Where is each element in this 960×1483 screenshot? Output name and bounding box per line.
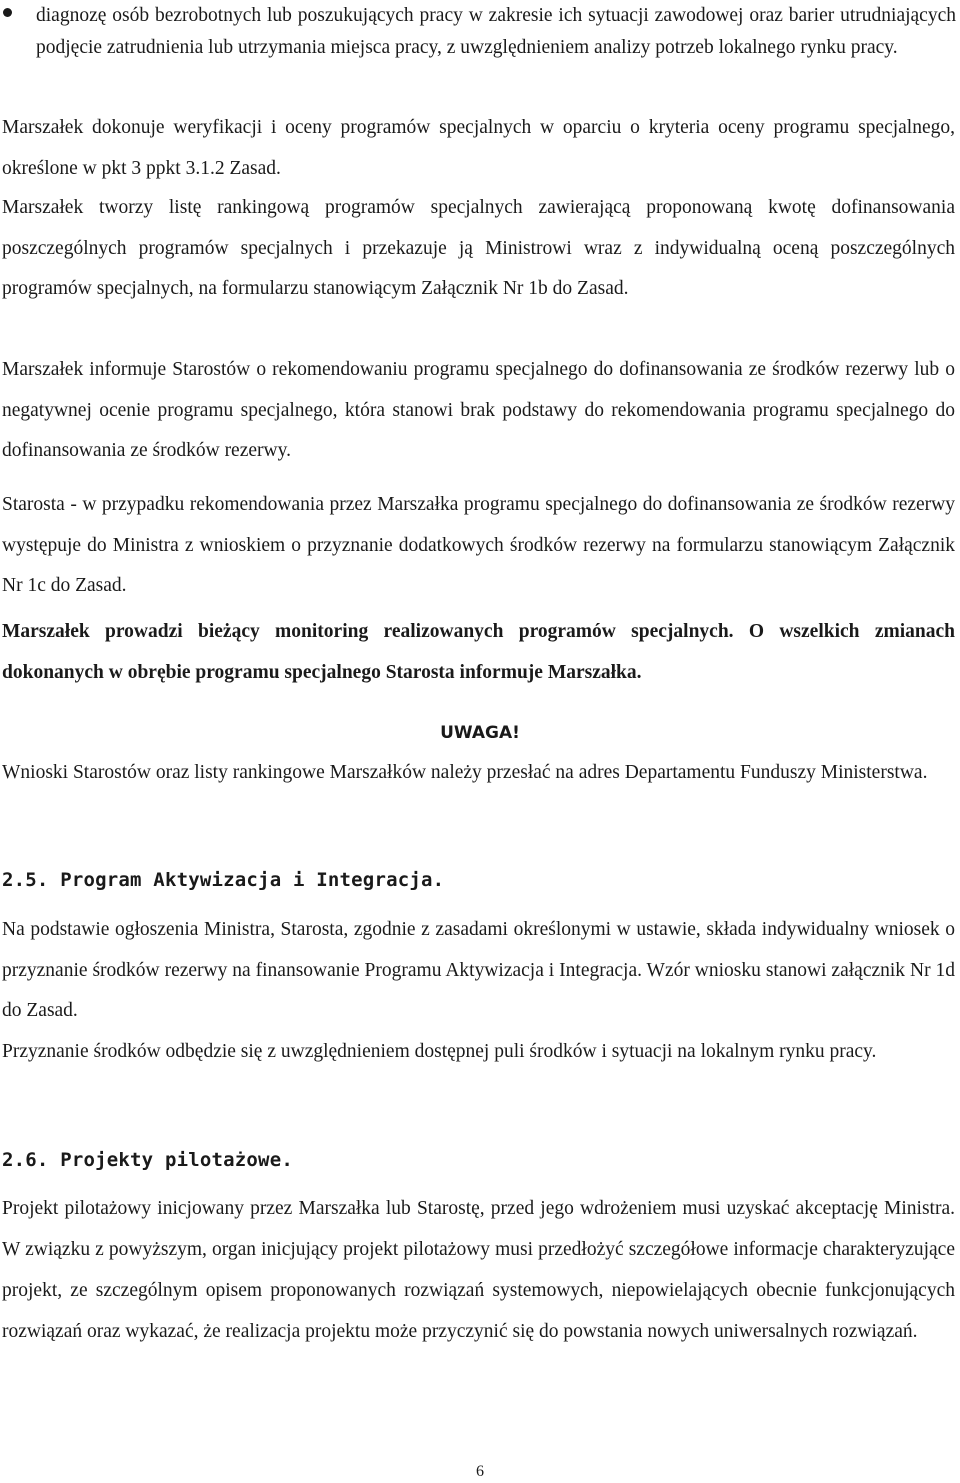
paragraph-activation-program: Na podstawie ogłoszenia Ministra, Starosta, zgodnie z zasadami określonymi w ustawie, składa indywidualny wniosek o przyznanie środków rezerwy na finansowanie Programu Aktywizacja i Integracja. Wzór wniosku stanowi załącznik Nr 1d do Zasad. [2, 919, 955, 1022]
uwaga-heading: UWAGA! [440, 723, 520, 743]
bullet-icon [3, 8, 12, 17]
paragraph-monitoring-bold: Marszałek prowadzi bieżący monitoring realizowanych programów specjalnych. O wszelkich zmianach dokonanych w obrębie programu specjalnego Starosta informuje Marszałka. [2, 621, 955, 683]
section-heading-2-5: 2.5. Program Aktywizacja i Integracja. [2, 869, 445, 891]
paragraph-submission-address: Wnioski Starostów oraz listy rankingowe Marszałków należy przesłać na adres Departamentu Funduszy Ministerstwa. [2, 762, 928, 783]
paragraph-pilot-projects: Projekt pilotażowy inicjowany przez Marszałka lub Starostę, przed jego wdrożeniem musi uzyskać akceptację Ministra. W związku z powyższym, organ inicjujący projekt pilotażowy musi przedłożyć szczegółowe informacje charakteryzujące projekt, ze szczególnym opisem proponowanych rozwiązań systemowych, niepowielających obecnie funkcjonujących rozwiązań oraz wykazać, że realizacja projektu może przyczynić się do powstania nowych uniwersalnych rozwiązań. [2, 1198, 955, 1342]
paragraph-verification: Marszałek dokonuje weryfikacji i oceny programów specjalnych w oparciu o kryteria oceny programu specjalnego, określone w pkt 3 ppkt 3.1.2 Zasad. [2, 117, 955, 179]
paragraph-marshal-informs: Marszałek informuje Starostów o rekomendowaniu programu specjalnego do dofinansowania ze środków rezerwy lub o negatywnej ocenie programu specjalnego, która stanowi brak podstawy do rekomendowania programu specjalnego do dofinansowania ze środków rezerwy. [2, 359, 955, 462]
page-number: 6 [476, 1463, 484, 1480]
paragraph-starosta-application: Starosta - w przypadku rekomendowania przez Marszałka programu specjalnego do dofinansowania ze środków rezerwy występuje do Ministra z wnioskiem o przyznanie dodatkowych środków rezerwy na formularzu stanowiącym Załącznik Nr 1c do Zasad. [2, 494, 955, 597]
paragraph-funds-allocation: Przyznanie środków odbędzie się z uwzględnieniem dostępnej puli środków i sytuacji na lokalnym rynku pracy. [2, 1041, 877, 1062]
paragraph-ranking-list: Marszałek tworzy listę rankingową programów specjalnych zawierającą proponowaną kwotę dofinansowania poszczególnych programów specjalnych i przekazuje ją Ministrowi wraz z indywidualną oceną poszczególnych programów specjalnych, na formularzu stanowiącym Załącznik Nr 1b do Zasad. [2, 197, 955, 300]
bullet-text: diagnozę osób bezrobotnych lub poszukujących pracy w zakresie ich sytuacji zawodowej oraz barier utrudniających podjęcie zatrudnienia lub utrzymania miejsca pracy, z uwzględnieniem analizy potrzeb lokalnego rynku pracy. [36, 5, 956, 58]
section-heading-2-6: 2.6. Projekty pilotażowe. [2, 1149, 293, 1171]
